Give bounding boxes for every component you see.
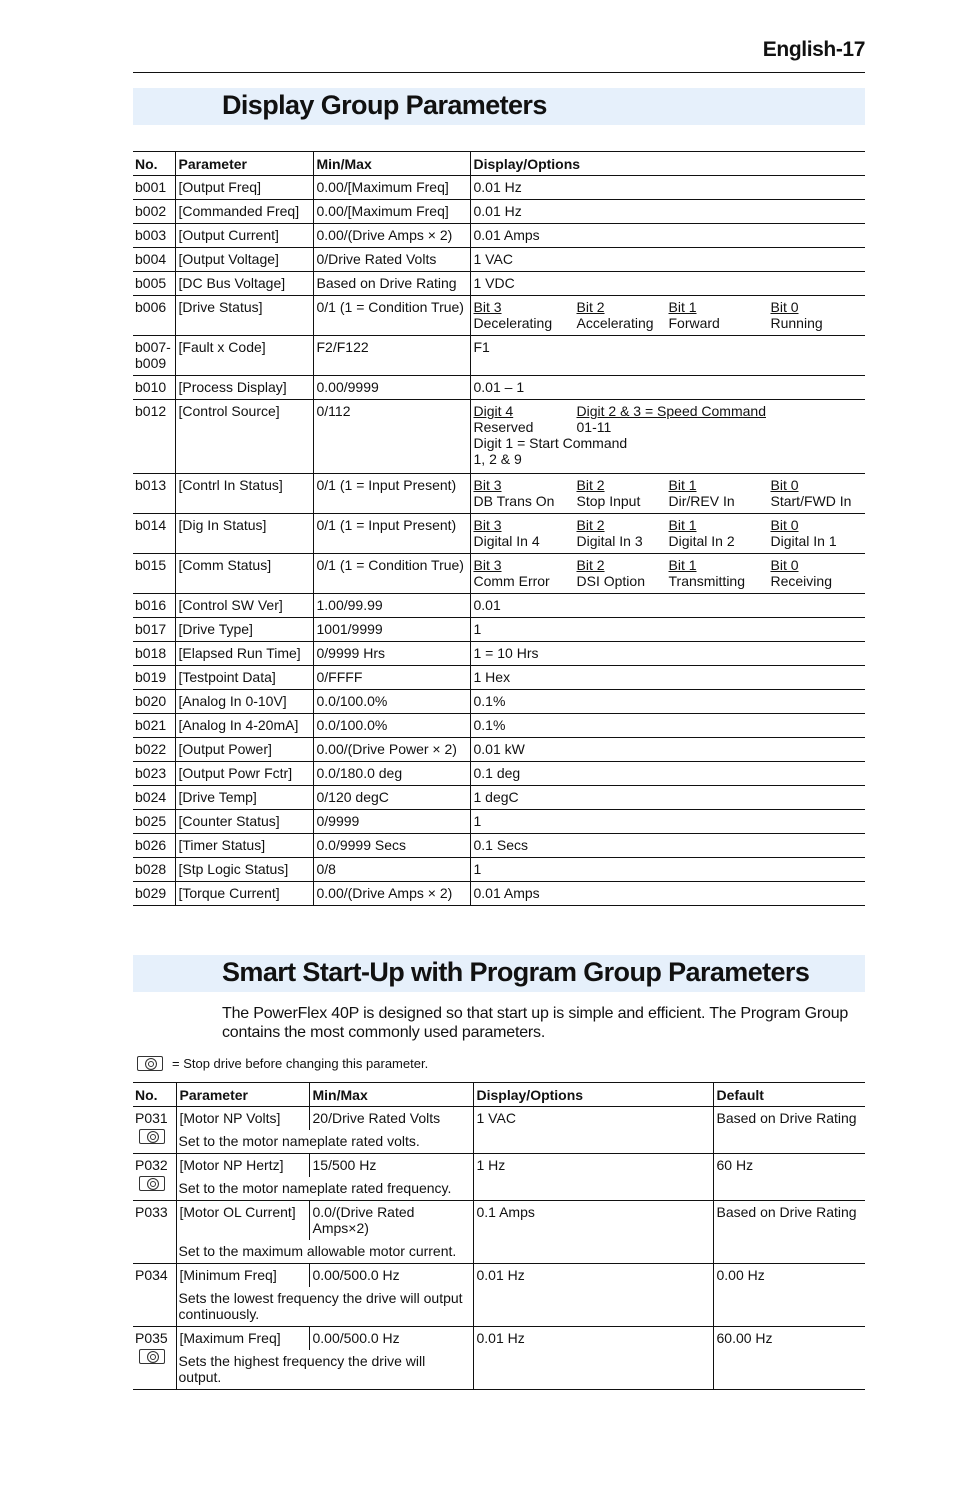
param-minmax: 0.0/100.0% (313, 690, 470, 714)
param-number: b026 (133, 834, 175, 858)
bit-label: Bit 0 (770, 557, 799, 573)
table-row (133, 1264, 865, 1288)
table-row (133, 474, 865, 514)
param-number: b016 (133, 594, 175, 618)
bit-field (771, 477, 852, 509)
display-parameters-table (133, 151, 865, 906)
param-minmax: 0/1 (1 = Condition True) (313, 296, 470, 336)
param-description: Sets the lowest frequency the drive will output continuously. (176, 1287, 473, 1327)
param-minmax: 0.00/(Drive Amps × 2) (313, 882, 470, 906)
param-minmax: 0/9999 (313, 810, 470, 834)
digit-label: Digit 1 = Start Command (473, 435, 628, 451)
bit-field (771, 299, 823, 331)
table-row (133, 1154, 865, 1178)
bit-field (669, 517, 771, 549)
table-row (133, 176, 865, 200)
table-row (133, 810, 865, 834)
param-number: P033 (135, 1204, 168, 1220)
bit-value: DSI Option (576, 573, 645, 589)
bit-field (474, 477, 577, 509)
col-header-display: Display/Options (473, 1083, 713, 1107)
bit-label: Bit 3 (473, 477, 502, 493)
bit-value: Receiving (770, 573, 832, 589)
bit-value: Forward (668, 315, 720, 331)
param-number: b005 (133, 272, 175, 296)
bit-value: Transmitting (668, 573, 746, 589)
stop-legend-text: = Stop drive before changing this parameter. (172, 1056, 429, 1071)
param-display (470, 296, 865, 336)
param-number: b014 (133, 514, 175, 554)
col-header-parameter: Parameter (175, 152, 313, 176)
param-name: [Output Powr Fctr] (175, 762, 313, 786)
param-number: P034 (135, 1267, 168, 1283)
param-number-cell (133, 1201, 176, 1264)
table-row (133, 200, 865, 224)
param-name: [Motor NP Volts] (176, 1107, 309, 1131)
param-number-cell (133, 1264, 176, 1327)
param-display: 1 = 10 Hrs (470, 642, 865, 666)
param-name: [Fault x Code] (175, 336, 313, 376)
param-number-cell (133, 1327, 176, 1390)
bit-fields (474, 299, 863, 331)
param-description: Set to the motor nameplate rated volts. (176, 1130, 473, 1154)
param-display: 1 Hex (470, 666, 865, 690)
bit-label: Bit 1 (668, 517, 697, 533)
param-name: [Testpoint Data] (175, 666, 313, 690)
param-number: b017 (133, 618, 175, 642)
param-default: 60 Hz (713, 1154, 865, 1201)
param-minmax: 0.00/(Drive Power × 2) (313, 738, 470, 762)
stop-drive-icon (139, 1129, 165, 1144)
table-row (133, 882, 865, 906)
param-minmax: 15/500 Hz (309, 1154, 473, 1178)
bit-label: Bit 2 (576, 517, 605, 533)
param-number: b012 (133, 400, 175, 474)
bit-label: Bit 3 (473, 517, 502, 533)
param-number: b013 (133, 474, 175, 514)
param-display: 0.01 Hz (470, 176, 865, 200)
param-display: 1 (470, 618, 865, 642)
bit-field (474, 557, 577, 589)
bit-label: Bit 1 (668, 477, 697, 493)
table-row (133, 858, 865, 882)
table-row (133, 248, 865, 272)
param-name: [Drive Temp] (175, 786, 313, 810)
program-section-title: Smart Start-Up with Program Group Parameters (222, 957, 810, 987)
table-row (133, 336, 865, 376)
param-number: b001 (133, 176, 175, 200)
bit-field (474, 517, 577, 549)
col-header-default: Default (713, 1083, 865, 1107)
param-display: 1 Hz (473, 1154, 713, 1201)
param-number: b019 (133, 666, 175, 690)
table-row (133, 666, 865, 690)
bit-label: Bit 2 (576, 557, 605, 573)
digit-value: 1, 2 & 9 (473, 451, 522, 467)
param-display: 0.01 Amps (470, 224, 865, 248)
param-name: [DC Bus Voltage] (175, 272, 313, 296)
param-minmax: 0.00/[Maximum Freq] (313, 200, 470, 224)
param-name: [Analog In 4-20mA] (175, 714, 313, 738)
param-display: 0.01 Hz (473, 1264, 713, 1327)
bit-field (771, 517, 837, 549)
table-row (133, 786, 865, 810)
col-header-minmax: Min/Max (313, 152, 470, 176)
param-name: [Output Current] (175, 224, 313, 248)
bit-field (577, 557, 669, 589)
bit-value: Stop Input (576, 493, 641, 509)
table-row (133, 1107, 865, 1131)
param-name: [Process Display] (175, 376, 313, 400)
param-number: b021 (133, 714, 175, 738)
digit-label: Digit 4 (473, 403, 514, 419)
param-number: b025 (133, 810, 175, 834)
param-display: 0.01 kW (470, 738, 865, 762)
bit-value: Start/FWD In (770, 493, 852, 509)
bit-field (577, 299, 669, 331)
param-default: 60.00 Hz (713, 1327, 865, 1390)
bit-label: Bit 3 (473, 557, 502, 573)
param-name: [Motor NP Hertz] (176, 1154, 309, 1178)
header-rule (133, 72, 865, 73)
param-number: b029 (133, 882, 175, 906)
param-number: b024 (133, 786, 175, 810)
param-display: 1 VAC (473, 1107, 713, 1154)
param-display: 0.01 Hz (470, 200, 865, 224)
param-minmax: 0/1 (1 = Input Present) (313, 474, 470, 514)
bit-fields (474, 477, 863, 509)
param-number: b007- b009 (133, 336, 175, 376)
col-header-no: No. (133, 152, 175, 176)
param-minmax: 0.00/[Maximum Freq] (313, 176, 470, 200)
param-description: Set to the motor nameplate rated frequency. (176, 1177, 473, 1201)
param-description: Set to the maximum allowable motor current. (176, 1240, 473, 1264)
bit-label: Bit 0 (770, 299, 799, 315)
param-minmax: 0/Drive Rated Volts (313, 248, 470, 272)
param-name: [Elapsed Run Time] (175, 642, 313, 666)
bit-field (577, 517, 669, 549)
param-name: [Minimum Freq] (176, 1264, 309, 1288)
param-display: 0.1 Secs (470, 834, 865, 858)
param-minmax: 0/1 (1 = Condition True) (313, 554, 470, 594)
param-display (470, 514, 865, 554)
table-row (133, 224, 865, 248)
param-default: Based on Drive Rating (713, 1107, 865, 1154)
param-minmax: 0.0/180.0 deg (313, 762, 470, 786)
bit-label: Bit 2 (576, 477, 605, 493)
bit-value: Digital In 1 (770, 533, 837, 549)
digit-fields (474, 403, 863, 435)
param-number: b028 (133, 858, 175, 882)
param-name: [Contrl In Status] (175, 474, 313, 514)
param-number: b003 (133, 224, 175, 248)
bit-field (669, 299, 771, 331)
param-minmax: 0.0/(Drive Rated Amps×2) (309, 1201, 473, 1241)
param-default: 0.00 Hz (713, 1264, 865, 1327)
param-name: [Control Source] (175, 400, 313, 474)
bit-fields (474, 557, 863, 589)
param-name: [Motor OL Current] (176, 1201, 309, 1241)
table-row (133, 514, 865, 554)
param-display: 0.01 – 1 (470, 376, 865, 400)
digit-field (577, 403, 767, 435)
table-row (133, 400, 865, 474)
param-minmax: 20/Drive Rated Volts (309, 1107, 473, 1131)
param-number: b002 (133, 200, 175, 224)
param-display: 0.01 Amps (470, 882, 865, 906)
bit-value: Digital In 3 (576, 533, 643, 549)
table-row (133, 834, 865, 858)
stop-drive-icon (139, 1349, 165, 1364)
bit-value: Accelerating (576, 315, 654, 331)
stop-drive-icon (139, 1176, 165, 1191)
bit-value: Digital In 4 (473, 533, 540, 549)
param-minmax: F2/F122 (313, 336, 470, 376)
table-row (133, 376, 865, 400)
param-name: [Dig In Status] (175, 514, 313, 554)
param-display: 0.01 Hz (473, 1327, 713, 1390)
param-number: P035 (135, 1330, 168, 1346)
table-row (133, 618, 865, 642)
digit-value: Reserved (473, 419, 534, 435)
param-minmax: 0/9999 Hrs (313, 642, 470, 666)
param-minmax: 0.00/500.0 Hz (309, 1264, 473, 1288)
table-row (133, 690, 865, 714)
param-display: 1 (470, 810, 865, 834)
param-number: b023 (133, 762, 175, 786)
bit-field (771, 557, 832, 589)
stop-drive-icon (137, 1056, 163, 1071)
param-name: [Drive Type] (175, 618, 313, 642)
table-row (133, 594, 865, 618)
col-header-minmax: Min/Max (309, 1083, 473, 1107)
table-row (133, 762, 865, 786)
param-number: P032 (135, 1157, 168, 1173)
param-default: Based on Drive Rating (713, 1201, 865, 1264)
table-row (133, 1201, 865, 1241)
param-name: [Analog In 0-10V] (175, 690, 313, 714)
param-minmax: 0.0/100.0% (313, 714, 470, 738)
bit-label: Bit 1 (668, 557, 697, 573)
param-minmax: 0.0/9999 Secs (313, 834, 470, 858)
param-number: b015 (133, 554, 175, 594)
bit-field (669, 557, 771, 589)
digit-value: 01-11 (576, 419, 612, 435)
param-minmax: 0.00/500.0 Hz (309, 1327, 473, 1351)
param-display: F1 (470, 336, 865, 376)
table-row (133, 642, 865, 666)
program-intro-text: The PowerFlex 40P is designed so that start up is simple and efficient. The Program Group contains the most commonly used parameters. (222, 1005, 849, 1041)
param-display: 1 VDC (470, 272, 865, 296)
stop-legend (137, 1056, 428, 1071)
bit-field (669, 477, 771, 509)
param-minmax: 1.00/99.99 (313, 594, 470, 618)
param-display: 0.1% (470, 690, 865, 714)
table-row (133, 738, 865, 762)
param-minmax: 0/FFFF (313, 666, 470, 690)
param-name: [Control SW Ver] (175, 594, 313, 618)
param-minmax: 0/112 (313, 400, 470, 474)
param-number: b004 (133, 248, 175, 272)
bit-value: DB Trans On (473, 493, 555, 509)
col-header-no: No. (133, 1083, 176, 1107)
param-display (470, 474, 865, 514)
param-display: 1 degC (470, 786, 865, 810)
param-description: Sets the highest frequency the drive will output. (176, 1350, 473, 1390)
table-row (133, 554, 865, 594)
param-minmax: 0/1 (1 = Input Present) (313, 514, 470, 554)
table-row (133, 296, 865, 336)
bit-field (577, 477, 669, 509)
param-number: b018 (133, 642, 175, 666)
param-number: P031 (135, 1110, 168, 1126)
bit-value: Digital In 2 (668, 533, 735, 549)
display-section-title: Display Group Parameters (222, 90, 547, 120)
param-name: [Commanded Freq] (175, 200, 313, 224)
param-display (470, 400, 865, 474)
param-minmax: 0/120 degC (313, 786, 470, 810)
param-number-cell (133, 1107, 176, 1154)
param-number: b020 (133, 690, 175, 714)
param-display: 1 VAC (470, 248, 865, 272)
param-minmax: 0.00/(Drive Amps × 2) (313, 224, 470, 248)
display-section-banner (133, 88, 865, 125)
digit-field (474, 403, 577, 435)
bit-label: Bit 0 (770, 477, 799, 493)
param-number: b022 (133, 738, 175, 762)
page-label: English-17 (762, 38, 865, 61)
param-name: [Output Power] (175, 738, 313, 762)
param-minmax: 0/8 (313, 858, 470, 882)
param-number-cell (133, 1154, 176, 1201)
bit-label: Bit 2 (576, 299, 605, 315)
param-display (470, 554, 865, 594)
param-name: [Maximum Freq] (176, 1327, 309, 1351)
param-name: [Stp Logic Status] (175, 858, 313, 882)
param-name: [Drive Status] (175, 296, 313, 336)
param-name: [Torque Current] (175, 882, 313, 906)
param-minmax: 1001/9999 (313, 618, 470, 642)
param-name: [Comm Status] (175, 554, 313, 594)
bit-value: Comm Error (473, 573, 550, 589)
bit-label: Bit 1 (668, 299, 697, 315)
digit-label: Digit 2 & 3 = Speed Command (576, 403, 766, 419)
param-minmax: 0.00/9999 (313, 376, 470, 400)
param-display: 0.01 (470, 594, 865, 618)
bit-value: Running (770, 315, 823, 331)
param-minmax: Based on Drive Rating (313, 272, 470, 296)
table-row (133, 272, 865, 296)
program-parameters-table (133, 1082, 865, 1390)
param-name: [Timer Status] (175, 834, 313, 858)
param-display: 1 (470, 858, 865, 882)
bit-fields (474, 517, 863, 549)
table-row (133, 714, 865, 738)
bit-field (474, 299, 577, 331)
param-display: 0.1 Amps (473, 1201, 713, 1264)
param-name: [Output Voltage] (175, 248, 313, 272)
param-name: [Output Freq] (175, 176, 313, 200)
bit-label: Bit 0 (770, 517, 799, 533)
bit-value: Decelerating (473, 315, 553, 331)
bit-value: Dir/REV In (668, 493, 735, 509)
param-number: b010 (133, 376, 175, 400)
bit-label: Bit 3 (473, 299, 502, 315)
col-header-parameter: Parameter (176, 1083, 309, 1107)
col-header-display: Display/Options (470, 152, 865, 176)
program-section-banner (133, 955, 865, 992)
table-row (133, 1327, 865, 1351)
param-number: b006 (133, 296, 175, 336)
param-display: 0.1% (470, 714, 865, 738)
param-display: 0.1 deg (470, 762, 865, 786)
param-name: [Counter Status] (175, 810, 313, 834)
